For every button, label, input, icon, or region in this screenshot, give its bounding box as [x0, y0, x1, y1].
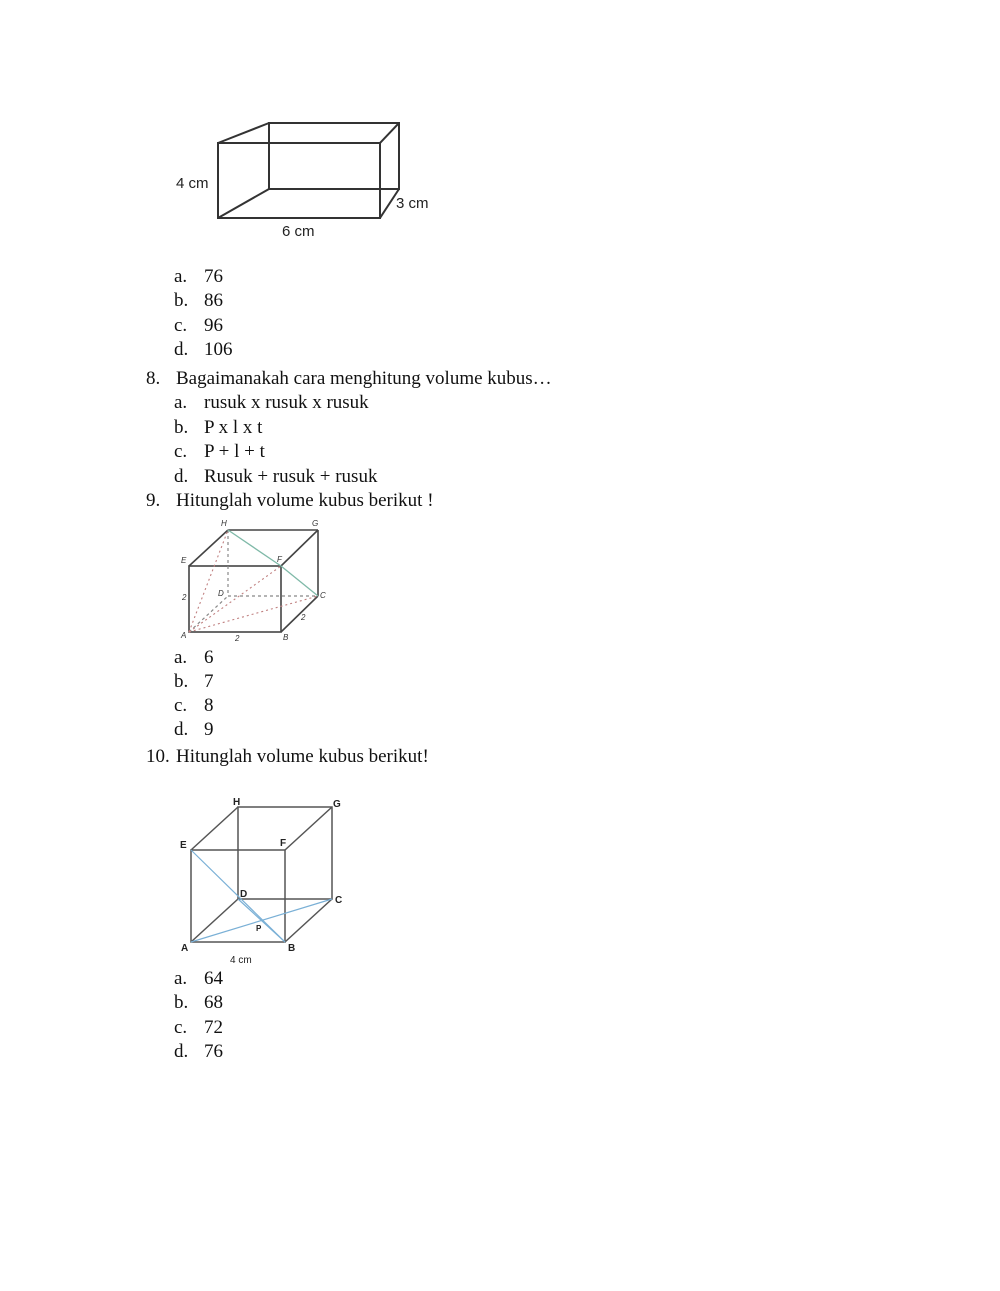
q8-option-d[interactable]: d. Rusuk + rusuk + rusuk: [174, 466, 378, 487]
q8-question: 8. Bagaimanakah cara menghitung volume kubus…: [146, 368, 552, 389]
q10-question: 10. Hitunglah volume kubus berikut!: [146, 746, 429, 767]
q10-vertex-h: H: [233, 797, 241, 808]
q9-option-c[interactable]: c. 8: [174, 695, 214, 716]
q8-option-b[interactable]: b. P x l x t: [174, 417, 263, 438]
q9-vertex-b: B: [283, 633, 289, 642]
q10-vertex-c: C: [335, 895, 343, 906]
prism-length-label: 6 cm: [282, 223, 315, 240]
q8-option-a[interactable]: a. rusuk x rusuk x rusuk: [174, 392, 369, 413]
q10-vertex-b: B: [288, 943, 296, 954]
q10-vertex-d: D: [240, 889, 248, 900]
q8-option-c[interactable]: c. P + l + t: [174, 441, 265, 462]
q10-vertex-g: G: [333, 799, 341, 810]
q10-vertex-p: P: [256, 924, 262, 933]
q9-vertex-e: E: [181, 556, 187, 565]
q9-question: 9. Hitunglah volume kubus berikut !: [146, 490, 434, 511]
q10-option-c[interactable]: c. 72: [174, 1017, 223, 1038]
prism-width-label: 3 cm: [396, 195, 429, 212]
q10-option-b[interactable]: b. 68: [174, 992, 223, 1013]
q9-vertex-d: D: [218, 589, 224, 598]
q9-vertex-c: C: [320, 591, 326, 600]
q9-vertex-f: F: [277, 555, 282, 564]
prism-height-label: 4 cm: [176, 175, 209, 192]
q10-option-a[interactable]: a. 64: [174, 968, 223, 989]
q9-edge-front-label: 2: [235, 634, 240, 643]
q9-option-d[interactable]: d. 9: [174, 719, 214, 740]
q10-vertex-e: E: [180, 840, 187, 851]
q9-edge-left-label: 2: [182, 593, 187, 602]
q9-vertex-a: A: [181, 631, 187, 640]
q7-option-b[interactable]: b. 86: [174, 290, 223, 311]
q10-vertex-f: F: [280, 838, 287, 849]
q9-vertex-g: G: [312, 519, 319, 528]
q10-vertex-a: A: [181, 943, 189, 954]
q9-option-a[interactable]: a. 6: [174, 647, 214, 668]
q9-option-b[interactable]: b. 7: [174, 671, 214, 692]
q9-edge-right-label: 2: [301, 613, 306, 622]
q9-vertex-h: H: [221, 519, 227, 528]
q10-edge-label: 4 cm: [230, 955, 252, 966]
q7-option-a[interactable]: a. 76: [174, 266, 223, 287]
q10-option-d[interactable]: d. 76: [174, 1041, 223, 1062]
q7-option-d[interactable]: d. 106: [174, 339, 233, 360]
q7-option-c[interactable]: c. 96: [174, 315, 223, 336]
